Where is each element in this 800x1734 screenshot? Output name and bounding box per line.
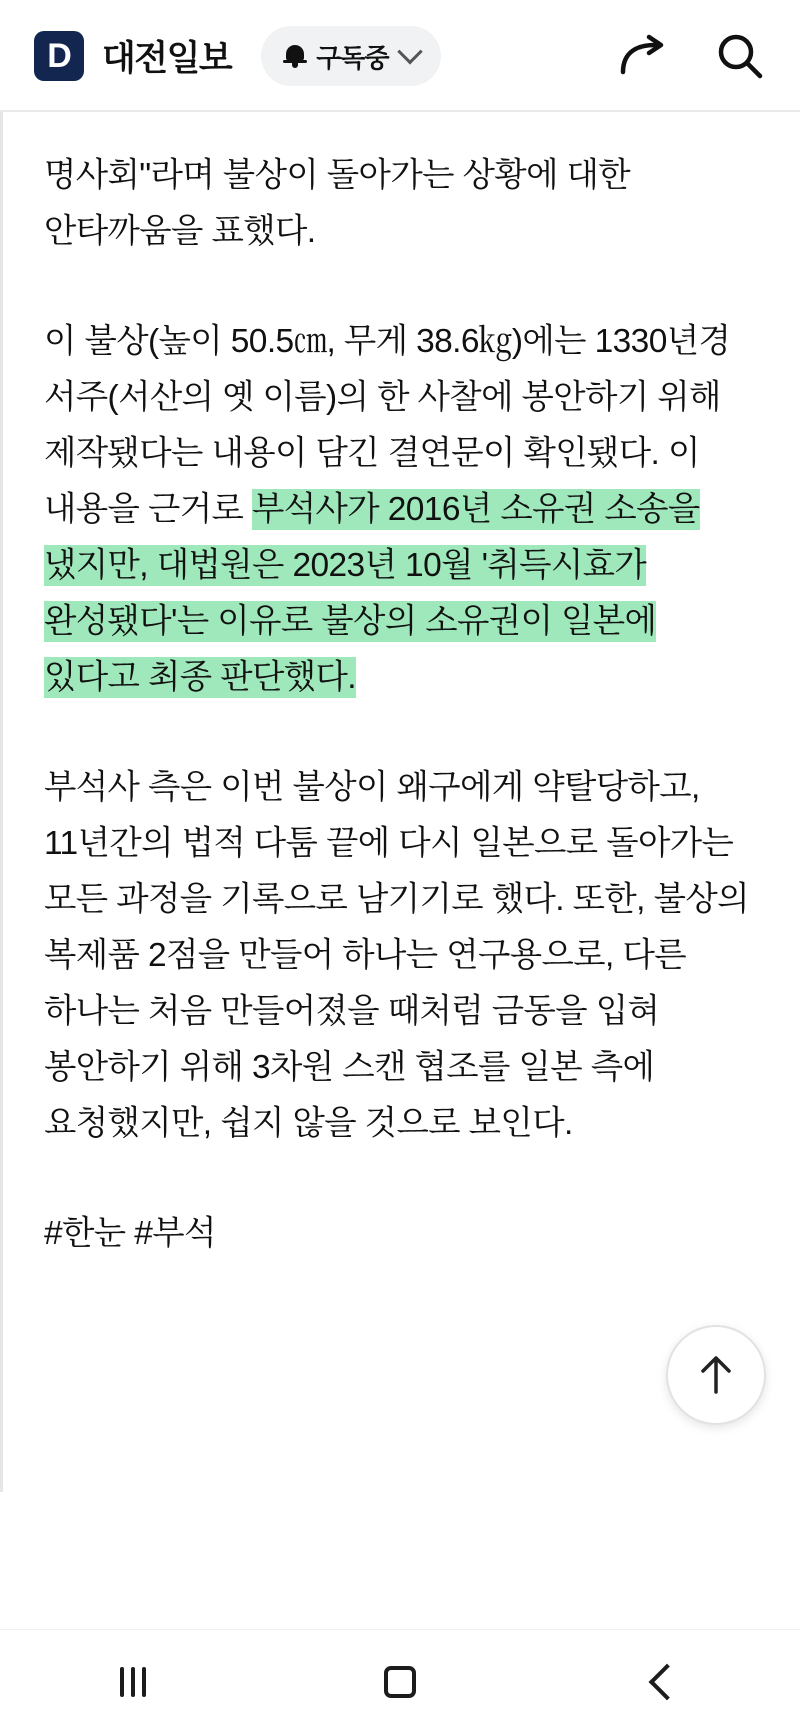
recents-icon [120,1667,146,1697]
subscribe-button[interactable] [261,26,440,86]
article-body [0,112,800,1262]
subscribe-label: 구독중 [316,42,389,73]
header-divider [0,110,800,112]
article-paragraph [44,760,760,1152]
recents-button[interactable] [107,1656,159,1708]
bell-icon [283,43,307,69]
publisher-name: 대전일보 [102,39,232,78]
content-fade [0,1600,800,1630]
header-actions [618,30,766,82]
home-button[interactable] [374,1656,426,1708]
article-paragraph [44,314,760,706]
back-icon [648,1664,685,1701]
share-icon [619,34,669,78]
paragraph-text: 명사회"라며 불상이 돌아가는 상황에 대한 안타까움을 표했다. [44,157,631,250]
highlighted-text[interactable]: 부석사가 2016년 소유권 소송을 냈지만, 대법원은 2023년 10월 '취득시효가 완성됐다'는 이유로 불상의 소유권이 일본에 있다고 최종 판단했다. [44,491,700,696]
paragraph-text: 이 불상(높이 50.5㎝, 무게 38.6㎏)에는 1330년경 서주(서산의 옛 이름)의 한 사찰에 봉안하기 위해 제작됐다는 내용이 담긴 결연문이 확인됐다. 이 내용을 근거로 [44,323,731,528]
search-button[interactable] [714,30,766,82]
left-rule [0,112,3,1492]
app-header [0,0,800,112]
home-icon [384,1666,416,1698]
system-navigation-bar [0,1629,800,1734]
back-button[interactable] [641,1656,693,1708]
publisher-logo: D [34,31,84,81]
share-button[interactable] [618,30,670,82]
article-paragraph [44,148,760,260]
article-hashtags[interactable]: #한눈 #부석 [44,1215,216,1252]
arrow-up-icon [694,1352,738,1398]
chevron-down-icon [397,39,422,64]
scroll-to-top-button[interactable] [666,1325,766,1425]
search-icon [715,31,765,81]
paragraph-text: 부석사 측은 이번 불상이 왜구에게 약탈당하고, 11년간의 법적 다툼 끝에 다시 일본으로 돌아가는 모든 과정을 기록으로 남기기로 했다. 또한, 불상의 복제품 2점을 만들어 하나는 연구용으로, 다른 하나는 처음 만들어졌을 때처럼 금동을 입혀 봉안하기 위해 3차원 스캔 협조를 일본 측에 요청했지만, 쉽지 않을 것으로 보인다. [44,769,749,1142]
